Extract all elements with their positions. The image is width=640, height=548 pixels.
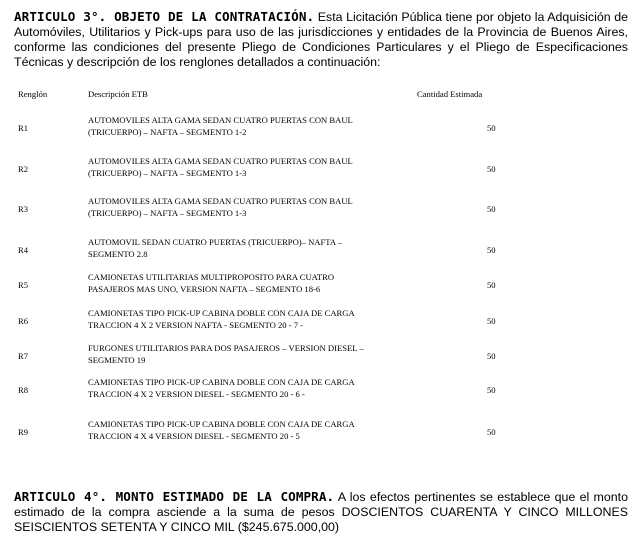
table-row: [18, 114, 578, 140]
cell-renglon: R3: [18, 204, 29, 214]
header-renglon: Renglón: [18, 89, 48, 99]
article-3-body: Esta Licitación Pública tiene por objeto la Adquisición de Automóviles, Utilitarios y Pick-ups para uso de las jurisdicciones y entidades de la Provincia de Buenos Aires, conforme las condiciones del presente Pliego de Condiciones Particulares y el Pliego de Especificaciones Técnicas y descripción de los renglones detallados a continuación:: [14, 10, 628, 69]
descripcion-line: TRACCION 4 X 4 VERSION DIESEL - SEGMENTO 20 - 5: [88, 431, 300, 441]
article-4-paragraph: [14, 489, 628, 535]
article-3-paragraph: [14, 9, 628, 70]
cell-renglon: R9: [18, 427, 29, 437]
cell-cantidad: 50: [487, 351, 496, 361]
cell-renglon: R1: [18, 123, 29, 133]
descripcion-line: (TRICUERPO) – NAFTA – SEGMENTO 1-3: [88, 168, 247, 178]
cell-cantidad: 50: [487, 385, 496, 395]
cell-descripcion: [88, 376, 428, 400]
descripcion-line: CAMIONETAS UTILITARIAS MULTIPROPOSITO PARA CUATRO: [88, 272, 335, 282]
cell-cantidad: 50: [487, 245, 496, 255]
header-descripcion: Descripción ETB: [88, 89, 148, 99]
descripcion-line: AUTOMOVILES ALTA GAMA SEDAN CUATRO PUERTAS CON BAUL: [88, 156, 353, 166]
descripcion-line: SEGMENTO 19: [88, 355, 146, 365]
table-row: [18, 418, 578, 444]
header-cantidad: Cantidad Estimada: [417, 89, 483, 99]
cell-renglon: R4: [18, 245, 29, 255]
cell-descripcion: [88, 342, 428, 366]
cell-renglon: R7: [18, 351, 29, 361]
table-row: [18, 271, 578, 297]
descripcion-line: (TRICUERPO) – NAFTA – SEGMENTO 1-3: [88, 208, 247, 218]
cell-descripcion: [88, 271, 428, 295]
descripcion-line: CAMIONETAS TIPO PICK-UP CABINA DOBLE CON CAJA DE CARGA: [88, 377, 355, 387]
cell-renglon: R2: [18, 164, 29, 174]
table-row: [18, 342, 578, 368]
cell-cantidad: 50: [487, 280, 496, 290]
cell-cantidad: 50: [487, 427, 496, 437]
table-row: [18, 376, 578, 402]
cell-descripcion: [88, 155, 428, 179]
cell-cantidad: 50: [487, 204, 496, 214]
renglones-table: [18, 88, 578, 441]
descripcion-line: AUTOMOVILES ALTA GAMA SEDAN CUATRO PUERTAS CON BAUL: [88, 196, 353, 206]
descripcion-line: (TRICUERPO) – NAFTA – SEGMENTO 1-2: [88, 127, 247, 137]
table-row: [18, 195, 578, 221]
cell-descripcion: [88, 114, 428, 138]
article-4-heading: ARTICULO 4°. MONTO ESTIMADO DE LA COMPRA.: [14, 489, 335, 504]
table-row: [18, 155, 578, 181]
cell-renglon: R5: [18, 280, 29, 290]
descripcion-line: TRACCION 4 X 2 VERSION DIESEL - SEGMENTO 20 - 6 -: [88, 389, 305, 399]
table-row: [18, 307, 578, 333]
cell-descripcion: [88, 195, 428, 219]
descripcion-line: FURGONES UTILITARIOS PARA DOS PASAJEROS – VERSION DIESEL –: [88, 343, 364, 353]
descripcion-line: TRACCION 4 X 2 VERSION NAFTA - SEGMENTO 20 - 7 -: [88, 320, 304, 330]
descripcion-line: AUTOMOVIL SEDAN CUATRO PUERTAS (TRICUERPO)– NAFTA –: [88, 237, 343, 247]
table-row: [18, 236, 578, 262]
descripcion-line: AUTOMOVILES ALTA GAMA SEDAN CUATRO PUERTAS CON BAUL: [88, 115, 353, 125]
descripcion-line: CAMIONETAS TIPO PICK-UP CABINA DOBLE CON CAJA DE CARGA: [88, 308, 355, 318]
descripcion-line: CAMIONETAS TIPO PICK-UP CABINA DOBLE CON CAJA DE CARGA: [88, 419, 355, 429]
cell-cantidad: 50: [487, 123, 496, 133]
cell-descripcion: [88, 418, 428, 442]
cell-renglon: R8: [18, 385, 29, 395]
table-header: [18, 88, 578, 102]
cell-descripcion: [88, 236, 428, 260]
descripcion-line: PASAJEROS MAS UNO, VERSION NAFTA – SEGMENTO 18-6: [88, 284, 321, 294]
article-4-body: A los efectos pertinentes se establece que el monto estimado de la compra asciende a la suma de pesos DOSCIENTOS CUARENTA Y CINCO MILLONES SEISCIENTOS SETENTA Y CINCO MIL ($245.675.000,00): [14, 490, 628, 534]
cell-cantidad: 50: [487, 164, 496, 174]
cell-descripcion: [88, 307, 428, 331]
cell-cantidad: 50: [487, 316, 496, 326]
cell-renglon: R6: [18, 316, 29, 326]
article-3-heading: ARTICULO 3°. OBJETO DE LA CONTRATACIÓN.: [14, 9, 315, 24]
descripcion-line: SEGMENTO 2.8: [88, 249, 148, 259]
